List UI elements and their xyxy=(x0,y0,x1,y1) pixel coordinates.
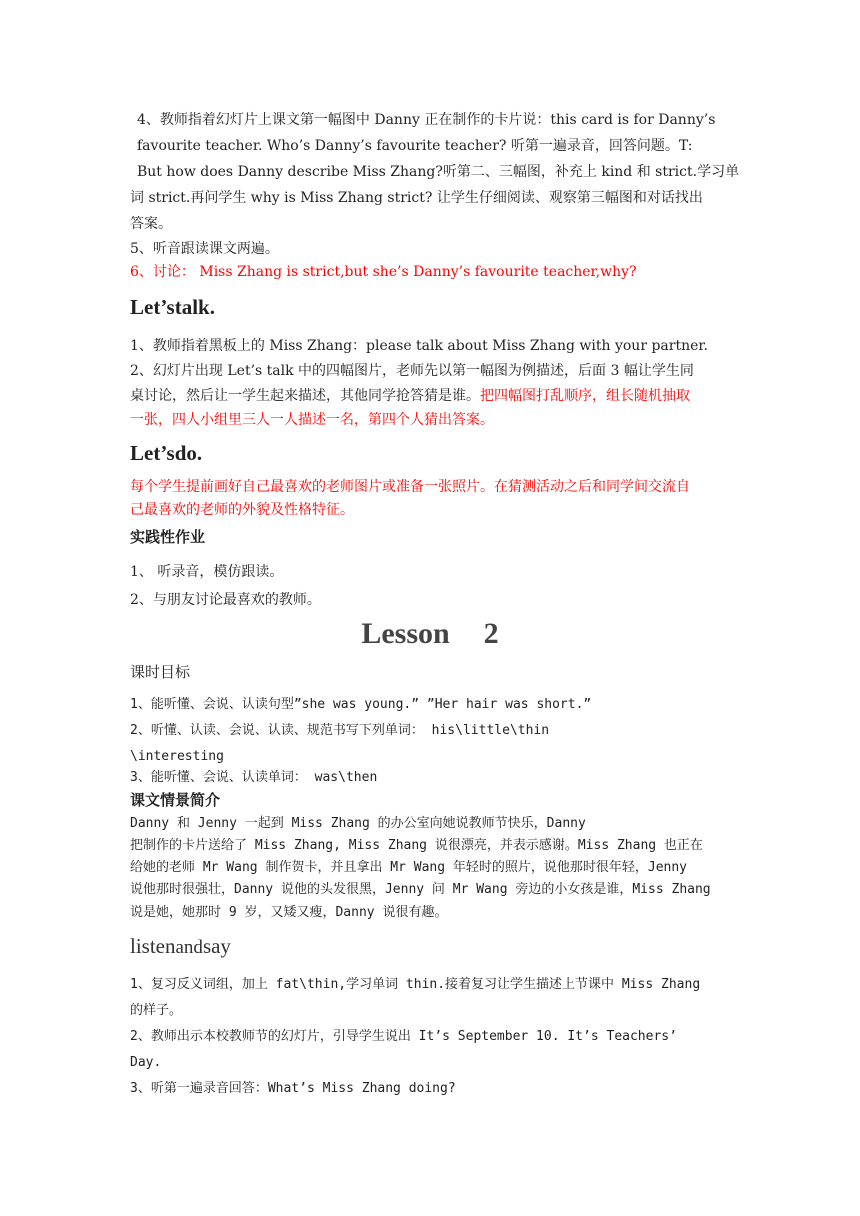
heading-part: listen xyxy=(130,934,176,958)
paragraph-line xyxy=(130,386,690,406)
list-item: 3、能听懂、会说、认读单词： was\then xyxy=(130,770,378,785)
paragraph-line: 2、幻灯片出现 Let’s talk 中的四幅图片，老师先以第一幅图为例描述，后面 3 幅让学生同 xyxy=(130,363,694,379)
lesson-word: Lesson xyxy=(361,617,450,650)
heading-part: and xyxy=(175,937,203,958)
highlighted-line: 一张，四人小组里三人一人描述一名，第四个人猜出答案。 xyxy=(130,412,494,428)
highlighted-line: 每个学生提前画好自己最喜欢的老师图片或准备一张照片。在猜测活动之后和同学间交流自 xyxy=(130,479,690,495)
list-item: 2、听懂、认读、会说、认读、规范书写下列单词： his\little\thin xyxy=(130,723,550,738)
paragraph-line: 把制作的卡片送给了 Miss Zhang, Miss Zhang 说很漂亮，并表示感谢。Miss Zhang 也正在 xyxy=(130,838,703,853)
paragraph-line: 答案。 xyxy=(130,216,172,232)
paragraph-line: Day. xyxy=(130,1055,162,1070)
list-item: 5、听音跟读课文两遍。 xyxy=(130,241,279,257)
highlighted-line: 己最喜欢的老师的外貌及性格特征。 xyxy=(130,502,354,518)
list-item: 1、教师指着黑板上的 Miss Zhang：please talk about Miss Zhang with your partner. xyxy=(130,338,708,354)
list-item: 1、 听录音，模仿跟读。 xyxy=(130,564,284,580)
paragraph-line: 说他那时很强壮，Danny 说他的头发很黑，Jenny 问 Mr Wang 旁边的小女孩是谁，Miss Zhang xyxy=(130,882,711,897)
paragraph-line: 1、复习反义词组，加上 fat\thin,学习单词 thin.接着复习让学生描述上节课中 Miss Zhang xyxy=(130,977,701,992)
paragraph-line: But how does Danny describe Miss Zhang?听第二、三幅图，补充上 kind 和 strict.学习单 xyxy=(137,164,740,180)
list-item: 1、能听懂、会说、认读句型”she was young.” ”Her hair was short.” xyxy=(130,697,592,712)
paragraph-line: 4、教师指着幻灯片上课文第一幅图中 Danny 正在制作的卡片说：this card is for Danny’s xyxy=(137,112,716,128)
lesson-title xyxy=(0,614,860,654)
paragraph-line: 2、教师出示本校教师节的幻灯片，引导学生说出 It’s September 10. It’s Teachers’ xyxy=(130,1029,677,1044)
paragraph-line: Danny 和 Jenny 一起到 Miss Zhang 的办公室向她说教师节快乐，Danny xyxy=(130,816,586,831)
list-item: 2、与朋友讨论最喜欢的教师。 xyxy=(130,592,321,608)
homework-heading: 实践性作业 xyxy=(130,528,206,546)
paragraph-line: 3、听第一遍录音回答：What’s Miss Zhang doing? xyxy=(130,1081,456,1096)
listen-and-say-heading xyxy=(130,932,231,962)
paragraph-line: 给她的老师 Mr Wang 制作贺卡，并且拿出 Mr Wang 年轻时的照片，说他那时很年轻，Jenny xyxy=(130,860,688,875)
paragraph-text: 桌讨论，然后让一学生起来描述，其他同学抢答猜是谁。 xyxy=(130,388,480,404)
lets-do-heading: Let’sdo. xyxy=(130,441,203,465)
lesson-number: 2 xyxy=(483,617,499,650)
objectives-heading: 课时目标 xyxy=(130,663,191,681)
paragraph-line: 的样子。 xyxy=(130,1003,183,1018)
paragraph-line: 说是她，她那时 9 岁，又矮又瘦，Danny 说很有趣。 xyxy=(130,905,448,920)
heading-part: say xyxy=(202,934,231,958)
paragraph-line: favourite teacher. Who’s Danny’s favourite teacher? 听第一遍录音，回答问题。T: xyxy=(137,138,693,154)
list-item: \interesting xyxy=(130,749,224,764)
context-heading: 课文情景简介 xyxy=(130,791,221,809)
paragraph-line: 词 strict.再问学生 why is Miss Zhang strict? 让学生仔细阅读、观察第三幅图和对话找出 xyxy=(130,190,703,206)
highlighted-text: 把四幅图打乱顺序，组长随机抽取 xyxy=(480,388,690,404)
discussion-item: 6、讨论： Miss Zhang is strict,but she’s Danny’s favourite teacher,why? xyxy=(130,264,637,280)
lets-talk-heading: Let’stalk. xyxy=(130,295,215,319)
